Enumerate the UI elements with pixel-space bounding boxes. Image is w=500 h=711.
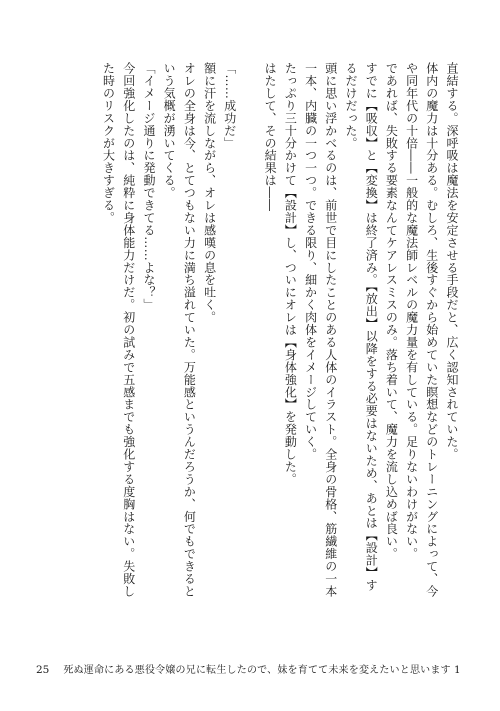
text-line: すでに【吸収】と【変換】は終了済み。【放出】以降をする必要はないため、あとは【設計】す [364,62,379,592]
text-line: 体内の魔力は十分ある。むしろ、生後すぐから始めていた瞑想などのトレーニングによって、今 [424,62,439,598]
text-line: 直結する。深呼吸は魔法を安定させる手段だと、広く認知されていた。 [445,62,459,461]
text-line: 今回強化したのは、純粋に身体能力だけだ。初の試みで五感までも強化する度胸はない。失敗し [121,62,136,598]
text-line: であれば、失敗する要素なんてケアレスミスのみ。落ち着いて、魔力を流し込めば良い。 [384,62,399,560]
text-line: や同年代の十倍――一般的な魔法師レベルの魔力量を有している。足りないわけがない。 [404,62,419,560]
blank-line [240,62,260,640]
text-line: いう気概が湧いてくる。 [162,62,177,199]
page-footer [36,661,476,676]
page-number: 25 [36,664,50,676]
vertical-body-text [40,62,462,640]
text-line: 「イメージ通りに発動できてる……よな？」 [141,62,156,311]
text-line: 額に汗を流しながら、オレは感嘆の息を吐く。 [202,62,217,324]
text-line: た時のリスクが大きすぎる。 [101,62,116,224]
text-line: はたして、その結果は―― [263,62,278,212]
text-line: オレの全身は今、とてつもない力に満ち溢れていた。万能感というんだろうか、何でもできると [182,62,197,598]
text-line: 頭に思い浮かべるのは、前世で目にしたことのある人体のイラスト。全身の骨格、筋繊維の一本 [323,62,338,598]
text-line: 一本、内臓の一つ一つ。できる限り、細かく肉体をイメージしていく。 [303,62,318,461]
text-line: 「……成功だ」 [222,62,237,150]
text-line: たっぷり三十分かけて【設計】し、ついにオレは【身体強化】を発動した。 [283,62,298,486]
text-line: るだけだった。 [343,62,358,150]
running-title: 死ぬ運命にある悪役令嬢の兄に転生したので、妹を育てて未来を変えたいと思います 1 [63,665,461,676]
